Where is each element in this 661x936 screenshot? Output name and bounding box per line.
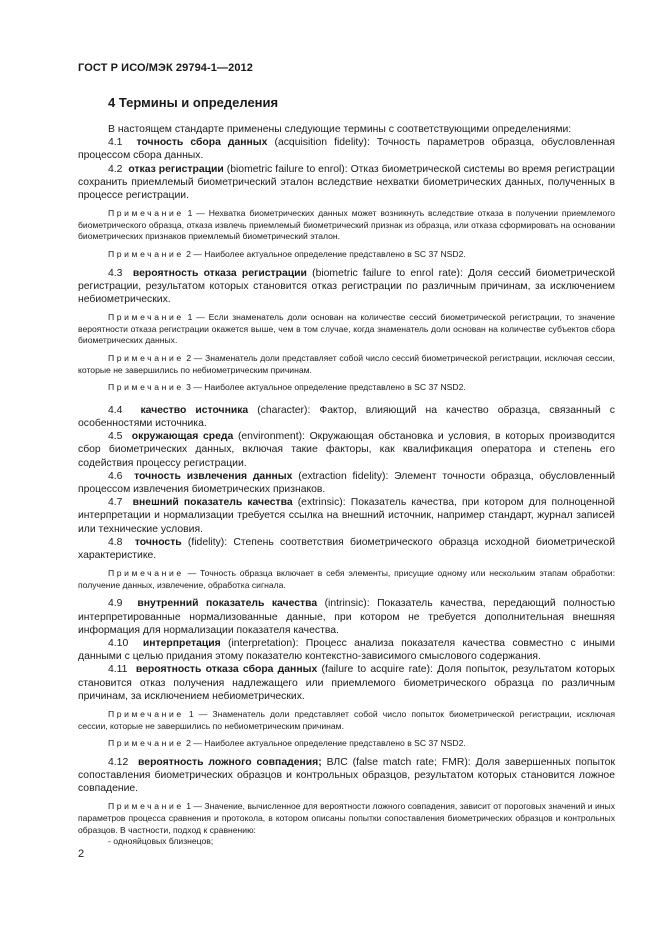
note-4-2-1: Примечание 1 — Нехватка биометрических данных может возникнуть вследствие отказа в получении приемлемого биометрического образца, отказа извлечь приемлемый биометрический признак из образца, или отказа сформировать на основании биометрических признаков приемлемый биометрический эталон.: [78, 208, 615, 242]
note-4-3-1: Примечание 1 — Если знаменатель доли основан на количестве сессий биометрической регистрации, то значение вероятности отказа регистрации окажется выше, чем в том случае, когда знаменатель доли основан на количестве субъектов сбора биометрических данных.: [78, 312, 615, 346]
note-4-3-2: Примечание 2 — Знаменатель доли представляет собой число сессий биометрической регистрации, исключая сессии, которые не завершились по небиометрическим причинам.: [78, 352, 615, 375]
term-name: точность извлечения данных: [134, 470, 293, 482]
term-name: вероятность ложного совпадения;: [138, 756, 322, 768]
term-name: вероятность отказа сбора данных: [135, 664, 318, 676]
term-name: внешний показатель качества: [132, 497, 293, 509]
note-4-12-1: Примечание 1 — Значение, вычисленное для вероятности ложного совпадения, зависит от пороговых значений и иных параметров процесса сравнения и протокола, в котором описаны попытки сопоставления биометрических образцов и контрольных образцов. В частности, подход к сравнению:: [78, 801, 615, 835]
term-4-5: 4.5 окружающая среда (environment): Окружающая обстановка и условия, в которых производится сбор биометрических данных, включая такие факторы, как квалификация оператора и степень его содействия процессу регистрации.: [78, 431, 615, 469]
term-4-10: 4.10 интерпретация (interpretation): Процесс анализа показателя качества совместно с иными данными с целью придания этому показателю контекстно-зависимого смыслового содержания.: [78, 638, 615, 663]
section-title: 4 Термины и определения: [108, 95, 279, 110]
term-4-8: 4.8 точность (fidelity): Степень соответствия биометрического образца исходной биометрической характеристике.: [78, 536, 615, 561]
term-name: внутренний показатель качества: [137, 598, 318, 610]
term-4-4: 4.4 качество источника (character): Фактор, влияющий на качество образца, связанный с особенностями источника.: [78, 404, 615, 429]
list-item: - однояйцовых близнецов;: [108, 836, 214, 847]
note-4-2-2: Примечание 2 — Наиболее актуальное определение представлено в SC 37 NSD2.: [108, 249, 466, 259]
term-4-11: 4.11 вероятность отказа сбора данных (failure to acquire rate): Доля попыток, результатом которых становится отказ получения надлежащего или приемлемого биометрического образца по различным причинам, за исключением небиометрических.: [78, 664, 615, 702]
term-name: точность сбора данных: [136, 137, 268, 149]
term-4-6: 4.6 точность извлечения данных (extraction fidelity): Элемент точности образца, обусловленный процессом извлечения биометрических признаков.: [78, 470, 615, 495]
page-number: 2: [78, 848, 85, 860]
intro-paragraph: В настоящем стандарте применены следующие термины с соответствующими определениями:: [108, 124, 572, 135]
term-4-9: 4.9 внутренний показатель качества (intrinsic): Показатель качества, передающий полностью интерпретированные нормализованные данные, при котором не требуется дополнительная внешняя информация для нормализации показателя качества.: [78, 598, 616, 636]
term-name: точность: [134, 536, 182, 548]
term-name: вероятность отказа регистрации: [132, 267, 307, 279]
page-content: [78, 123, 615, 854]
note-4-3-3: Примечание 3 — Наиболее актуальное определение представлено в SC 37 NSD2.: [108, 382, 466, 393]
term-name: отказ регистрации: [128, 163, 224, 175]
term-name: окружающая среда: [131, 431, 234, 443]
term-4-7: 4.7 внешний показатель качества (extrinsic): Показатель качества, при котором для полноценной интерпретации и нормализации требуется ссылка на внешний источник, например стандарт, журнал записей или технические условия.: [78, 497, 615, 535]
document-header: ГОСТ Р ИСО/МЭК 29794-1—2012: [78, 62, 253, 74]
term-4-1: 4.1 точность сбора данных (acquisition fidelity): Точность параметров образца, обусловленная процессом сбора данных.: [78, 137, 615, 162]
term-4-3: 4.3 вероятность отказа регистрации (biometric failure to enrol rate): Доля сессий биометрической регистрации, результатом которых становится отказ регистрации по различным причинам, за исключением небиометрических.: [78, 267, 615, 305]
note-4-8: Примечание — Точность образца включает в себя элементы, присущие одному или нескольким этапам обработки: получение данных, извлечение, обработка сигнала.: [78, 568, 615, 590]
term-name: интерпретация: [142, 638, 221, 649]
note-4-11-1: Примечание 1 — Знаменатель доли представляет собой число попыток биометрической регистрации, исключая сессии, которые не завершились по небиометрическим причинам.: [78, 709, 615, 731]
note-4-11-2: Примечание 2 — Наиболее актуальное определение представлено в SC 37 NSD2.: [108, 738, 466, 749]
term-4-2: 4.2 отказ регистрации (biometric failure to enrol): Отказ биометрической системы во время регистрации сохранить приемлемый биометрический эталон вследствие нехватки биометрических данных, полученных в процессе регистрации.: [78, 163, 615, 202]
term-name: качество источника: [140, 404, 249, 416]
term-4-12: 4.12 вероятность ложного совпадения; ВЛС (false match rate; FMR): Доля завершенных попыток сопоставления биометрических образцов и контрольных образцов, результатом которых становится ложное совпадение.: [78, 756, 615, 795]
